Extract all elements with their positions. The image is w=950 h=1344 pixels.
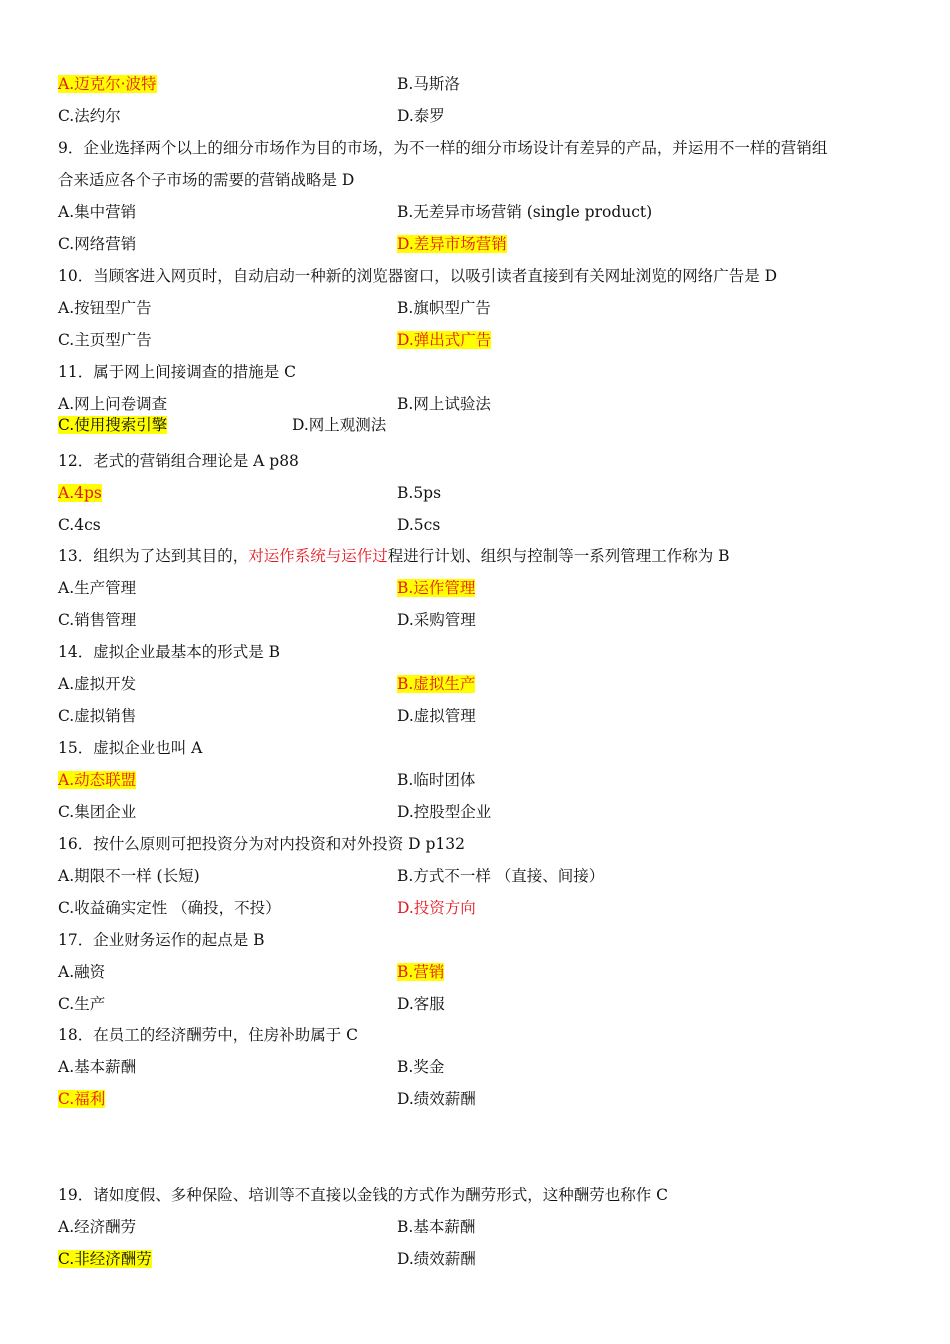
q16-option-b: B.方式不一样 （直接、间接） <box>397 867 605 885</box>
q17-option-c: C.生产 <box>58 995 106 1013</box>
q9-option-d: D.差异市场营销 <box>397 235 507 253</box>
q12-question: 12．老式的营销组合理论是 A p88 <box>58 452 299 470</box>
q14-option-c: C.虚拟销售 <box>58 707 137 725</box>
q10-option-c: C.主页型广告 <box>58 331 152 349</box>
q18-option-a: A.基本薪酬 <box>58 1058 137 1076</box>
q19-option-b: B.基本薪酬 <box>397 1218 476 1236</box>
q12-option-b: B.5ps <box>397 484 442 502</box>
q11-option-b: B.网上试验法 <box>397 395 491 413</box>
q13-option-d: D.采购管理 <box>397 611 476 629</box>
q16-question: 16．按什么原则可把投资分为对内投资和对外投资 D p132 <box>58 835 466 853</box>
q8-option-c: C.法约尔 <box>58 107 121 125</box>
q15-question: 15．虚拟企业也叫 A <box>58 739 203 757</box>
q17-option-a: A.融资 <box>58 963 106 981</box>
q8-option-a: A.迈克尔·波特 <box>58 75 157 93</box>
q14-option-a: A.虚拟开发 <box>58 675 137 693</box>
q11-option-c: C.使用搜索引擎 <box>58 416 168 434</box>
q9-option-c: C.网络营销 <box>58 235 137 253</box>
q14-option-b: B.虚拟生产 <box>397 675 476 693</box>
q11-option-a: A.网上问卷调查 <box>58 395 168 413</box>
q10-option-d: D.弹出式广告 <box>397 331 492 349</box>
q15-option-a: A.动态联盟 <box>58 771 137 789</box>
q16-option-c: C.收益确实定性 （确投，不投） <box>58 899 281 917</box>
q13-option-b: B.运作管理 <box>397 579 476 597</box>
q17-option-b: B.营销 <box>397 963 445 981</box>
q10-option-b: B.旗帜型广告 <box>397 299 491 317</box>
q17-question: 17．企业财务运作的起点是 B <box>58 931 265 949</box>
q8-option-b: B.马斯洛 <box>397 75 460 93</box>
q12-option-c: C.4cs <box>58 516 101 534</box>
q10-question: 10．当顾客进入网页时，自动启动一种新的浏览器窗口，以吸引读者直接到有关网址浏览的网络广告是 D <box>58 267 778 285</box>
q13-option-a: A.生产管理 <box>58 579 137 597</box>
q18-question: 18．在员工的经济酬劳中，住房补助属于 C <box>58 1026 359 1044</box>
q18-option-c: C.福利 <box>58 1090 106 1108</box>
q10-option-a: A.按钮型广告 <box>58 299 152 317</box>
q16-option-d: D.投资方向 <box>397 899 476 917</box>
q13-question: 13．组织为了达到其目的，对运作系统与运作过程进行计划、组织与控制等一系列管理工作称为 B <box>58 547 730 565</box>
q17-option-d: D.客服 <box>397 995 445 1013</box>
q15-option-c: C.集团企业 <box>58 803 137 821</box>
q12-option-d: D.5cs <box>397 516 441 534</box>
q19-option-d: D.绩效薪酬 <box>397 1250 476 1268</box>
q15-option-d: D.控股型企业 <box>397 803 492 821</box>
q14-question: 14．虚拟企业最基本的形式是 B <box>58 643 281 661</box>
q18-option-b: B.奖金 <box>397 1058 445 1076</box>
q9-option-a: A.集中营销 <box>58 203 137 221</box>
q14-option-d: D.虚拟管理 <box>397 707 476 725</box>
q19-option-c: C.非经济酬劳 <box>58 1250 152 1268</box>
q9-option-b: B.无差异市场营销 (single product) <box>397 203 653 221</box>
q11-option-d: D.网上观测法 <box>292 416 387 434</box>
q8-option-d: D.泰罗 <box>397 107 445 125</box>
q16-option-a: A.期限不一样 (长短) <box>58 867 200 885</box>
q13-option-c: C.销售管理 <box>58 611 137 629</box>
q11-question: 11．属于网上间接调查的措施是 C <box>58 363 297 381</box>
q12-option-a: A.4ps <box>58 484 102 502</box>
q15-option-b: B.临时团体 <box>397 771 476 789</box>
q9-question-line2: 合来适应各个子市场的需要的营销战略是 D <box>58 171 355 189</box>
q9-question-line1: 9．企业选择两个以上的细分市场作为目的市场，为不一样的细分市场设计有差异的产品，并运用不一样的营销组 <box>58 139 828 157</box>
q18-option-d: D.绩效薪酬 <box>397 1090 476 1108</box>
q19-question: 19．诸如度假、多种保险、培训等不直接以金钱的方式作为酬劳形式，这种酬劳也称作 C <box>58 1186 669 1204</box>
q19-option-a: A.经济酬劳 <box>58 1218 137 1236</box>
